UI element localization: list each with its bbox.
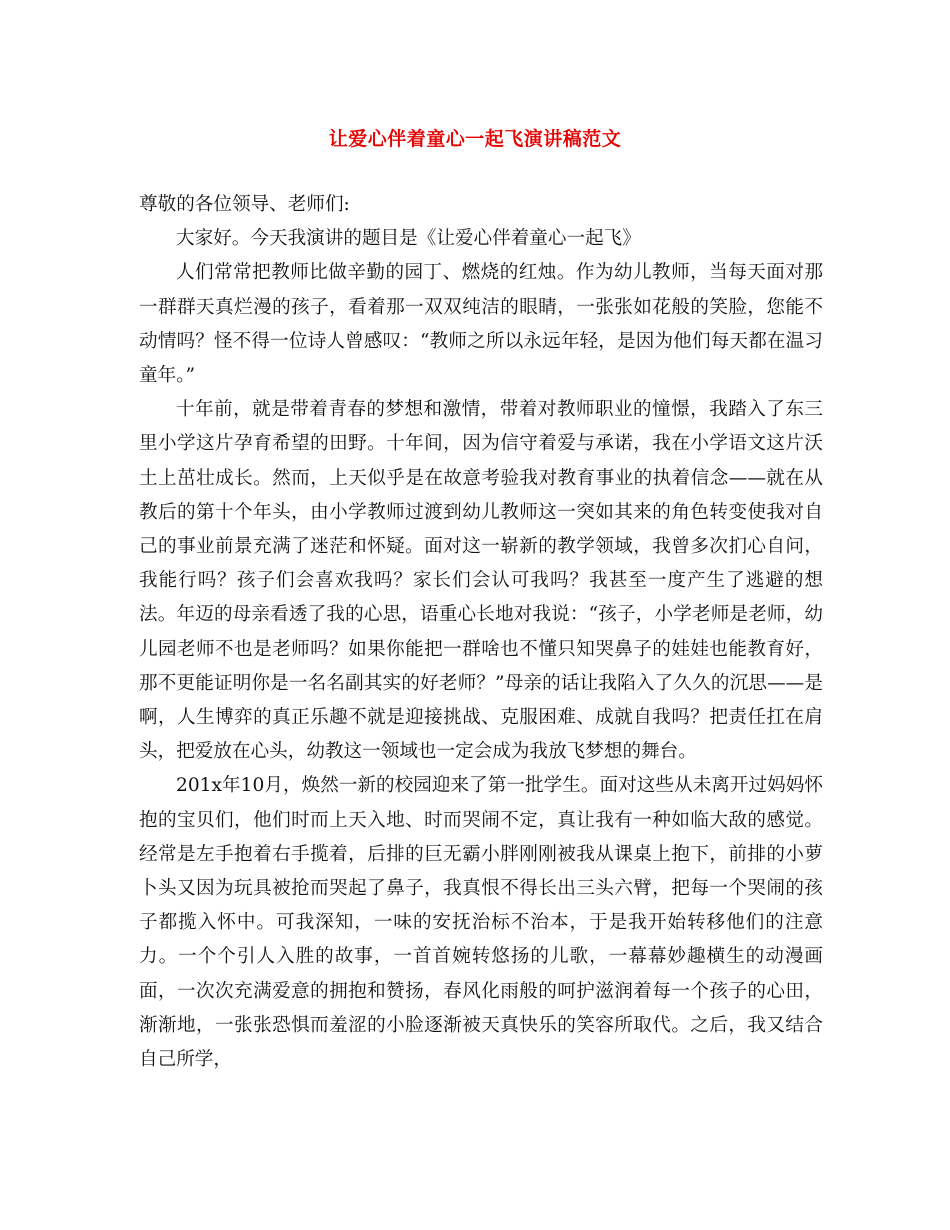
- paragraph-intro: 人们常常把教师比做辛勤的园丁、燃烧的红烛。作为幼儿教师，当每天面对那一群群天真烂漫的孩子，看着那一双双纯洁的眼睛，一张张如花般的笑脸，您能不动情吗？怪不得一位诗人曾感叹：“教师之所以永远年轻，是因为他们每天都在温习童年。”: [139, 262, 823, 387]
- document-body: [139, 188, 823, 1077]
- paragraph-ten-years: 十年前，就是带着青春的梦想和激情，带着对教师职业的憧憬，我踏入了东三里小学这片孕育希望的田野。十年间，因为信守着爱与承诺，我在小学语文这片沃土上茁壮成长。然而，上天似乎是在故意考验我对教育事业的执着信念——就在从教后的第十个年头，由小学教师过渡到幼儿教师这一突如其来的角色转变使我对自己的事业前景充满了迷茫和怀疑。面对这一崭新的教学领域，我曾多次扪心自问，我能行吗？孩子们会喜欢我吗？家长们会认可我吗？我甚至一度产生了逃避的想法。年迈的母亲看透了我的心思，语重心长地对我说：“孩子，小学老师是老师，幼儿园老师不也是老师吗？如果你能把一群啥也不懂只知哭鼻子的娃娃也能教育好，那不更能证明你是一名名副其实的好老师？”母亲的话让我陷入了久久的沉思——是啊，人生博弈的真正乐趣不就是迎接挑战、克服困难、成就自我吗？把责任扛在肩头，把爱放在心头，幼教这一领域也一定会成为我放飞梦想的舞台。: [139, 399, 823, 763]
- paragraph-first-students: 201x年10月，焕然一新的校园迎来了第一批学生。面对这些从未离开过妈妈怀抱的宝贝们，他们时而上天入地、时而哭闹不定，真让我有一种如临大敌的感觉。经常是左手抱着右手揽着，后排的巨无霸小胖刚刚被我从课桌上抱下，前排的小萝卜头又因为玩具被抢而哭起了鼻子，我真恨不得长出三头六臂，把每一个哭闹的孩子都揽入怀中。可我深知，一味的安抚治标不治本，于是我开始转移他们的注意力。一个个引人入胜的故事，一首首婉转悠扬的儿歌，一幕幕妙趣横生的动漫画面，一次次充满爱意的拥抱和赞扬，春风化雨般的呵护滋润着每一个孩子的心田，渐渐地，一张张恐惧而羞涩的小脸逐渐被天真快乐的笑容所取代。之后，我又结合自己所学，: [139, 775, 823, 1071]
- salutation: 尊敬的各位领导、老师们:: [139, 194, 350, 215]
- document-title: 让爱心伴着童心一起飞演讲稿范文: [328, 128, 622, 150]
- paragraph-greeting: 大家好。今天我演讲的题目是《让爱心伴着童心一起飞》: [176, 228, 641, 250]
